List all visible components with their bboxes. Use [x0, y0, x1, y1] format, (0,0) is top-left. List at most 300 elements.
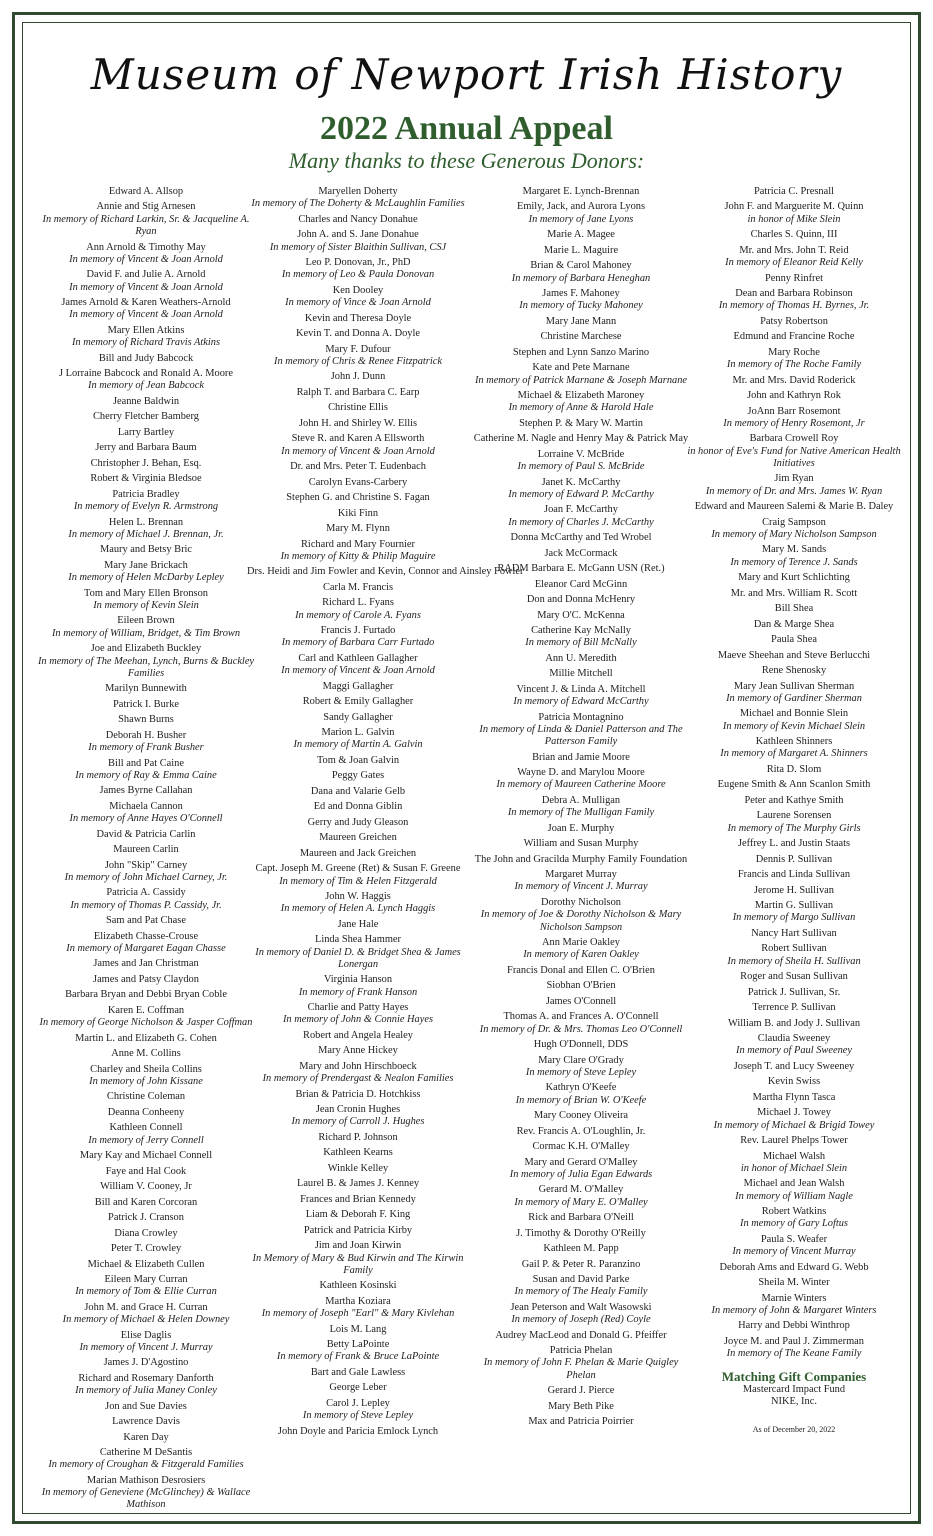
donor-name: Don and Donna McHenry	[526, 594, 636, 606]
donor-dedication: In memory of Edward P. McCarthy	[508, 488, 654, 500]
donor-name: Ann Marie Oakley	[542, 937, 620, 948]
donor-entry	[470, 1330, 692, 1342]
donor-name: Ralph T. and Barbara C. Earp	[296, 386, 420, 398]
donor-name: Robert Watkins	[761, 1206, 827, 1218]
donor-name: John A. and S. Jane Donahue	[297, 229, 419, 241]
donor-name: Carolyn Evans-Carbery	[308, 476, 408, 488]
donor-entry	[683, 736, 905, 761]
donor-dedication: In memory of Linda & Daniel Patterson and The Patterson Family	[479, 723, 683, 748]
donor-entry	[247, 508, 469, 520]
donor-entry	[683, 900, 905, 925]
donor-name: Catherine M. Nagle and Henry May & Patrick May	[473, 433, 689, 445]
donor-entry	[683, 1206, 905, 1231]
donor-dedication: In memory of The Doherty & McLaughlin Families	[251, 198, 465, 210]
donor-dedication: In memory of John & Connie Hayes	[282, 1014, 434, 1026]
donor-name: Eugene Smith & Ann Scanlon Smith	[717, 779, 871, 791]
donor-name: Marnie Winters	[761, 1292, 827, 1304]
donor-entry	[683, 473, 905, 498]
donor-entry	[35, 186, 257, 198]
donor-entry	[683, 1178, 905, 1203]
donor-dedication: In memory of Eleanor Reid Kelly	[725, 257, 863, 269]
donor-entry	[247, 1061, 469, 1086]
donor-entry	[247, 214, 469, 226]
donor-name: Peggy Gates	[331, 770, 385, 782]
donor-name: Kathleen Connell	[109, 1122, 183, 1134]
donor-name: Dr. and Mrs. Peter T. Eudenbach	[290, 461, 426, 473]
donor-name: Deanna Conheeny	[107, 1106, 185, 1118]
donor-name: Claudia Sweeney	[757, 1033, 831, 1045]
donor-name: Catherine Kay McNally	[531, 625, 631, 637]
donor-name: Carla M. Francis	[322, 581, 394, 593]
donor-entry	[35, 1432, 257, 1444]
donor-name: Harry and Debbi Winthrop	[738, 1320, 850, 1332]
donor-name: Patrick J. Cranson	[108, 1212, 184, 1224]
donor-name: John Doyle and Paricia Emlock Lynch	[277, 1425, 439, 1437]
donor-name: Eleanor Card McGinn	[534, 578, 628, 590]
donor-name: Lawrence Davis	[112, 1416, 180, 1428]
donor-entry	[35, 269, 257, 294]
donor-name: Maureen and Jack Greichen	[299, 847, 417, 859]
donor-entry	[35, 1064, 257, 1089]
donor-name: Maggi Gallagher	[322, 680, 394, 692]
donor-name: James O'Connell	[545, 995, 617, 1007]
donor-name: Wayne D. and Marylou Moore	[517, 767, 645, 779]
donor-entry	[247, 433, 469, 458]
donor-entry	[35, 325, 257, 350]
donor-name: Craig Sampson	[762, 516, 826, 528]
donor-dedication: in honor of Eve's Fund for Native American Health Initiatives	[687, 445, 901, 469]
donor-name: Rev. Francis A. O'Loughlin, Jr.	[516, 1125, 646, 1137]
donor-entry	[470, 980, 692, 992]
donor-entry	[35, 1357, 257, 1369]
donor-name: Paula S. Weafer	[760, 1233, 828, 1245]
donor-name: The John and Gracilda Murphy Family Foundation	[474, 853, 688, 865]
donor-name: Linda Shea Hammer	[315, 934, 401, 946]
donor-entry	[247, 1030, 469, 1042]
donor-name: Michaela Cannon	[109, 800, 183, 812]
donor-name: RADM Barbara E. McGann USN (Ret.)	[497, 563, 665, 575]
donor-entry	[470, 854, 692, 866]
donor-entry	[470, 594, 692, 606]
donor-name: John M. and Grace H. Curran	[84, 1301, 208, 1313]
donor-name: Virginia Hanson	[323, 974, 393, 986]
donor-entry	[247, 848, 469, 860]
donor-entry	[35, 829, 257, 841]
donor-entry	[683, 316, 905, 328]
donor-entry	[470, 610, 692, 622]
donor-entry	[247, 344, 469, 369]
donor-entry	[247, 1163, 469, 1175]
donor-dedication: In memory of Jane Lyons	[528, 213, 634, 225]
donor-name: Mary Beth Pike	[548, 1400, 614, 1412]
donor-name: Winkle Kelley	[327, 1162, 389, 1174]
donor-dedication: In Memory of Mary & Bud Kirwin and The Kirwin Family	[252, 1252, 464, 1276]
donor-entry	[470, 477, 692, 502]
donor-entry	[247, 934, 469, 971]
donor-dedication: In memory of Jerry Connell	[88, 1134, 204, 1146]
donor-dedication: In memory of The Healy Family	[514, 1286, 648, 1298]
donor-dedication: in honor of Mike Slein	[747, 213, 841, 225]
donor-name: William B. and Jody J. Sullivan	[727, 1017, 861, 1029]
donor-name: Barbara Crowell Roy	[749, 433, 839, 445]
donor-name: Karen E. Coffman	[107, 1004, 185, 1016]
donor-entry	[35, 1475, 257, 1512]
donor-entry	[247, 1178, 469, 1190]
donor-dedication: In memory of Steve Lepley	[525, 1066, 637, 1078]
donor-dedication: In memory of Thomas P. Cassidy, Jr.	[70, 899, 222, 911]
donor-entry	[470, 245, 692, 257]
donor-entry	[470, 449, 692, 474]
donor-dedication: In memory of Julia Egan Edwards	[509, 1168, 653, 1180]
donor-dedication: In memory of Ray & Emma Caine	[75, 769, 217, 781]
donor-entry	[247, 582, 469, 594]
donor-entry	[35, 353, 257, 365]
donor-entry	[247, 523, 469, 535]
donor-dedication: In memory of Gary Loftus	[740, 1218, 848, 1230]
donor-dedication: In memory of Vincent J. Murray	[514, 881, 648, 893]
donor-name: James and Patsy Claydon	[93, 973, 199, 985]
donor-dedication: In memory of Vincent J. Murray	[79, 1341, 213, 1353]
donor-name: Jeanne Baldwin	[112, 395, 180, 407]
donor-entry	[470, 1259, 692, 1271]
donor-name: Mary F. Dufour	[325, 343, 391, 355]
donor-entry	[683, 650, 905, 662]
donor-dedication: In memory of John Kissane	[89, 1075, 203, 1087]
donor-name: Dean and Barbara Robinson	[735, 288, 853, 300]
donor-entry	[683, 810, 905, 835]
matching-gift-company: NIKE, Inc.	[771, 1395, 817, 1407]
donor-entry	[247, 1240, 469, 1277]
donor-entry	[470, 229, 692, 241]
donor-entry	[35, 201, 257, 238]
donor-entry	[35, 730, 257, 755]
donor-entry	[35, 1243, 257, 1255]
donor-entry	[683, 764, 905, 776]
donor-name: Rick and Barbara O'Neill	[528, 1212, 634, 1224]
donor-entry	[35, 411, 257, 423]
donor-name: Catherine M DeSantis	[99, 1447, 193, 1459]
donor-name: Leo P. Donovan, Jr., PhD	[305, 257, 411, 269]
donor-entry	[35, 958, 257, 970]
donor-name: Patricia Montagnino	[538, 711, 624, 723]
donor-name: Emily, Jack, and Aurora Lyons	[516, 201, 646, 213]
donor-name: Jean Cronin Hughes	[315, 1104, 401, 1116]
donor-name: Bill and Judy Babcock	[98, 352, 194, 364]
donor-name: Jon and Sue Davies	[105, 1400, 187, 1412]
donor-dedication: In memory of Edward McCarthy	[513, 696, 649, 708]
donor-name: Mary and Kurt Schlichting	[738, 572, 850, 584]
donor-entry	[247, 863, 469, 888]
donor-entry	[35, 1048, 257, 1060]
donor-entry	[247, 371, 469, 383]
donor-dedication: In memory of Brian W. O'Keefe	[515, 1094, 647, 1106]
donor-dedication: In memory of Mary Nicholson Sampson	[711, 528, 877, 540]
donor-name: Patricia Phelan	[549, 1345, 613, 1357]
donor-dedication: In memory of The Murphy Girls	[727, 822, 861, 834]
donor-name: Charley and Sheila Collins	[90, 1063, 202, 1075]
donor-name: Bart and Gale Lawless	[310, 1366, 406, 1378]
donor-entry	[247, 1382, 469, 1394]
donor-dedication: In memory of Evelyn R. Armstrong	[73, 501, 219, 513]
donor-entry	[683, 634, 905, 646]
donor-entry	[683, 1033, 905, 1058]
donor-entry	[247, 770, 469, 782]
donor-name: Mary Ellen Atkins	[107, 324, 185, 336]
donor-entry	[470, 767, 692, 792]
donor-name: Patricia C. Presnall	[754, 186, 834, 197]
donor-name: Gerard M. O'Malley	[538, 1184, 624, 1196]
donor-entry	[35, 1228, 257, 1240]
donor-name: Gerry and Judy Gleason	[307, 816, 409, 828]
donor-entry	[35, 1033, 257, 1045]
donor-entry	[35, 1166, 257, 1178]
donor-name: Mr. and Mrs. William R. Scott	[730, 587, 858, 599]
donor-name: George Leber	[329, 1382, 387, 1394]
donor-name: Audrey MacLeod and Donald G. Pfeiffer	[495, 1329, 667, 1341]
donor-entry	[470, 625, 692, 650]
donor-entry	[247, 285, 469, 310]
donor-entry	[470, 347, 692, 359]
donor-entry	[683, 885, 905, 897]
donor-name: Joan E. Murphy	[547, 822, 615, 834]
donor-entry	[683, 971, 905, 983]
donor-entry	[470, 1082, 692, 1107]
donor-entry	[247, 257, 469, 282]
donor-name: Peter and Kathye Smith	[744, 794, 844, 806]
donor-entry	[683, 619, 905, 631]
donor-entry	[35, 801, 257, 826]
donor-name: Christine Marchese	[540, 331, 622, 343]
donor-entry	[470, 186, 692, 198]
donor-name: Lorraine V. McBride	[537, 448, 625, 460]
donor-name: Martha Koziara	[325, 1295, 391, 1307]
donor-entry	[247, 1225, 469, 1237]
donor-name: Terrence P. Sullivan	[752, 1002, 836, 1014]
donor-name: Christopher J. Behan, Esq.	[90, 457, 202, 469]
donor-entry	[683, 186, 905, 198]
matching-gift-company: Mastercard Impact Fund	[742, 1383, 846, 1395]
donor-name: Sandy Gallagher	[323, 711, 393, 723]
donor-name: Siobhan O'Brien	[546, 980, 616, 992]
donor-name: Michael and Bonnie Slein	[739, 708, 849, 720]
donor-dedication: In memory of Carroll J. Hughes	[291, 1116, 425, 1128]
donor-name: Rita D. Slom	[766, 763, 822, 775]
donor-name: Charles S. Quinn, III	[750, 229, 838, 241]
donor-entry	[683, 1293, 905, 1318]
donor-entry	[470, 260, 692, 285]
donor-name: Richard and Mary Fournier	[301, 538, 415, 550]
donor-name: Cormac K.H. O'Malley	[532, 1141, 630, 1153]
donor-entry	[470, 1345, 692, 1382]
donor-dedication: In memory of Maureen Catherine Moore	[496, 779, 666, 791]
donor-entry	[35, 588, 257, 613]
donor-name: Mr. and Mrs. David Roderick	[732, 374, 856, 386]
donor-name: Mary and Gerard O'Malley	[524, 1156, 638, 1168]
donor-dedication: In memory of Anne Hayes O'Connell	[69, 813, 223, 825]
donor-name: Bill and Karen Corcoran	[94, 1196, 198, 1208]
donor-name: Tom and Mary Ellen Bronson	[84, 587, 208, 599]
donor-dedication: In memory of Barbara Carr Furtado	[281, 637, 435, 649]
donor-entry	[470, 752, 692, 764]
donor-entry	[35, 1416, 257, 1428]
donor-name: William V. Cooney, Jr	[100, 1181, 192, 1193]
donor-name: Larry Bartley	[117, 426, 175, 438]
donor-entry	[247, 755, 469, 767]
donor-name: Frances and Brian Kennedy	[300, 1193, 416, 1205]
donor-entry	[683, 1092, 905, 1104]
donor-column-3	[470, 186, 692, 1432]
donor-name: Peter T. Crowley	[110, 1243, 182, 1255]
donor-entry	[35, 785, 257, 797]
donor-name: Patricia A. Cassidy	[106, 887, 186, 899]
donor-entry	[683, 1061, 905, 1073]
donor-entry	[35, 1330, 257, 1355]
donor-entry	[683, 854, 905, 866]
donor-name: Rev. Laurel Phelps Tower	[740, 1135, 848, 1147]
donor-name: Patricia Bradley	[112, 488, 180, 500]
donor-entry	[470, 1274, 692, 1299]
donor-entry	[35, 860, 257, 885]
donor-name: John W. Haggis	[325, 891, 391, 902]
donor-entry	[470, 869, 692, 894]
donor-entry	[470, 316, 692, 328]
donor-name: James and Jan Christman	[93, 958, 199, 970]
donor-entry	[470, 823, 692, 835]
donor-name: Michael J. Towey	[757, 1107, 831, 1119]
donor-dedication: In memory of Frank Busher	[88, 742, 204, 754]
donor-entry	[247, 1147, 469, 1159]
donor-entry	[683, 708, 905, 733]
donor-dedication: In memory of Terence J. Sands	[730, 556, 858, 568]
donor-entry	[35, 1091, 257, 1103]
donor-entry	[683, 273, 905, 285]
donor-name: Mary Clare O'Grady	[538, 1054, 624, 1066]
donor-name: Maury and Betsy Bric	[99, 544, 193, 556]
donor-name: Stephen P. & Mary W. Martin	[519, 417, 643, 429]
donor-dedication: In memory of Vince & Joan Arnold	[285, 297, 431, 309]
donor-name: Annie and Stig Arnesen	[96, 201, 196, 213]
donor-dedication: In memory of Anne & Harold Hale	[508, 402, 654, 414]
donor-name: Patrick J. Sullivan, Sr.	[747, 986, 841, 998]
donor-entry	[247, 566, 524, 578]
donor-column-2	[247, 186, 524, 1441]
donor-dedication: In memory of John & Margaret Winters	[711, 1304, 877, 1316]
donor-name: William and Susan Murphy	[523, 838, 639, 850]
donor-name: Brian & Carol Mahoney	[530, 260, 632, 272]
donor-entry	[247, 1089, 469, 1101]
donor-entry	[247, 1324, 469, 1336]
donor-name: Capt. Joseph M. Greene (Ret) & Susan F. Greene	[255, 863, 461, 875]
donor-entry	[35, 699, 257, 711]
donor-entry	[35, 458, 257, 470]
donor-entry	[35, 758, 257, 783]
donor-entry	[470, 1110, 692, 1122]
donor-name: Christine Coleman	[106, 1091, 186, 1103]
donor-dedication: In memory of William Nagle	[735, 1190, 853, 1202]
donor-name: Richard P. Johnson	[318, 1131, 398, 1143]
donor-entry	[683, 517, 905, 542]
donor-entry	[683, 1076, 905, 1088]
donor-entry	[35, 1302, 257, 1327]
donor-name: Anne M. Collins	[111, 1048, 181, 1060]
donor-name: Joyce M. and Paul J. Zimmerman	[724, 1335, 864, 1347]
donor-name: J Lorraine Babcock and Ronald A. Moore	[59, 368, 233, 380]
donor-dedication: In memory of Margaret A. Shinners	[720, 748, 868, 760]
donor-dedication: In memory of Michael & Brigid Towey	[713, 1119, 875, 1131]
donor-name: Maureen Carlin	[113, 844, 179, 856]
donor-entry	[247, 186, 469, 211]
donor-name: Stephen G. and Christine S. Fagan	[286, 492, 430, 504]
donor-name: Charlie and Patty Hayes	[307, 1002, 409, 1014]
donor-name: Shawn Burns	[118, 714, 174, 726]
donor-dedication: In memory of Gardiner Sherman	[726, 692, 862, 704]
donor-entry	[683, 229, 905, 241]
donor-name: Eileen Mary Curran	[104, 1274, 188, 1286]
donor-entry	[683, 433, 905, 470]
donor-name: Dana and Valarie Gelb	[310, 785, 406, 797]
donor-entry	[35, 427, 257, 439]
donor-name: Mary Kay and Michael Connell	[79, 1150, 213, 1162]
donor-entry	[247, 625, 469, 650]
donor-dedication: In memory of Sister Blaithin Sullivan, CSJ	[269, 241, 447, 253]
donor-entry	[470, 712, 692, 749]
donor-name: Joe and Elizabeth Buckley	[90, 643, 202, 655]
donor-name: Faye and Hal Cook	[105, 1165, 187, 1177]
donor-dedication: In memory of Margo Sullivan	[732, 912, 856, 924]
donor-name: Patrick I. Burke	[112, 698, 180, 710]
donor-name: Janet K. McCarthy	[541, 476, 621, 488]
donor-name: Liam & Deborah F. King	[305, 1209, 411, 1221]
donor-name: Marie L. Maguire	[543, 244, 619, 256]
donor-dedication: In memory of Charles J. McCarthy	[508, 516, 654, 528]
donor-name: Nancy Hart Sullivan	[751, 927, 837, 939]
donor-name: Michael & Elizabeth Cullen	[87, 1258, 205, 1270]
donor-name: Kathryn O'Keefe	[545, 1082, 617, 1094]
donor-dedication: In memory of Leo & Paula Donovan	[281, 269, 435, 281]
donor-name: James Byrne Callahan	[99, 785, 193, 797]
donor-entry	[247, 461, 469, 473]
donor-name: Brian & Patricia D. Hotchkiss	[295, 1088, 421, 1100]
donor-entry	[247, 1002, 469, 1027]
donor-dedication: In memory of Julia Maney Conley	[75, 1385, 217, 1397]
donor-dedication: In memory of Vincent & Joan Arnold	[69, 309, 223, 321]
donor-name: Marion L. Galvin	[321, 727, 395, 739]
donor-name: Kathleen Kosinski	[319, 1280, 397, 1292]
donor-entry	[247, 696, 469, 708]
donor-entry	[470, 362, 692, 387]
donor-name: Martin L. and Elizabeth G. Cohen	[75, 1032, 217, 1044]
donor-name: Patrick and Patricia Kirby	[303, 1224, 413, 1236]
donor-dedication: In memory of Karen Oakley	[523, 949, 639, 961]
donor-name: Deborah H. Busher	[105, 729, 187, 741]
donor-name: Brian and Jamie Moore	[532, 751, 630, 763]
donor-entry	[683, 406, 905, 431]
donor-name: Mary M. Flynn	[326, 523, 390, 535]
donor-name: Paula Shea	[771, 634, 817, 646]
museum-title: Museum of Newport Irish History	[90, 50, 843, 99]
thanks-line: Many thanks to these Generous Donors:	[288, 148, 645, 173]
donor-entry	[247, 328, 469, 340]
donor-dedication: In memory of Helen McDarby Lepley	[68, 572, 224, 584]
donor-dedication: In memory of Paul S. McBride	[517, 461, 645, 473]
donor-entry	[683, 1336, 905, 1361]
donor-name: Millie Mitchell	[549, 668, 613, 680]
donor-name: Robert Sullivan	[761, 943, 827, 955]
donor-dedication: In memory of Jean Babcock	[88, 380, 204, 392]
donor-dedication: In memory of Frank & Bruce LaPointe	[276, 1351, 440, 1363]
donor-name: Mary Roche	[768, 346, 820, 358]
donor-dedication: In memory of Kevin Michael Slein	[722, 720, 866, 732]
